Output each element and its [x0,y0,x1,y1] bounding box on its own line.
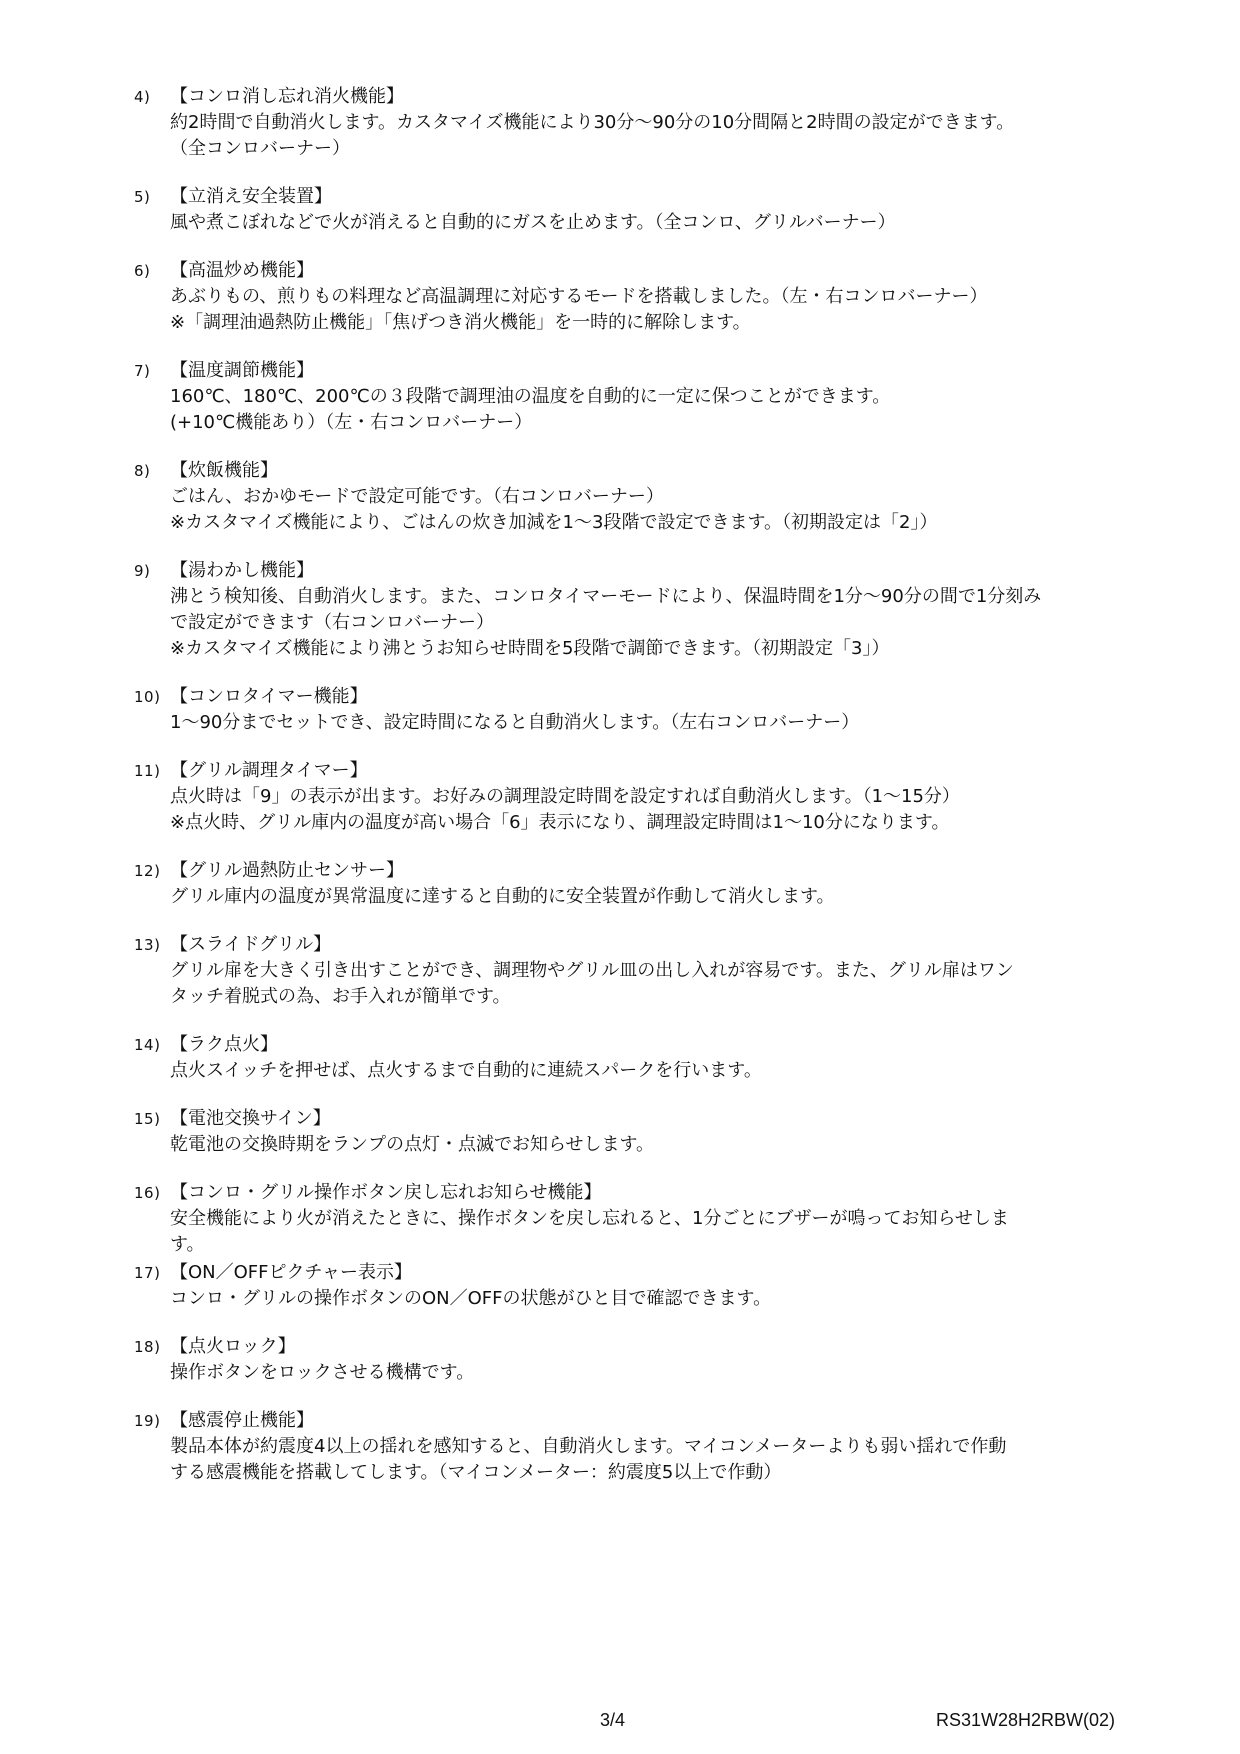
item-number: 8) [134,462,151,480]
item-text: 点火時は「9」の表示が出ます。お好みの調理設定時間を設定すれば自動消火します。（1～15分） [170,786,960,807]
list-item [134,84,1164,162]
item-title: 【コンロ消し忘れ消火機能】 [170,86,404,107]
item-text: コンロ・グリルの操作ボタンのON／OFFの状態がひと目で確認できます。 [170,1288,772,1309]
list-item [134,1408,1164,1486]
item-title: 【スライドグリル】 [170,934,332,955]
item-title: 【炊飯機能】 [170,460,278,481]
item-text: ※カスタマイズ機能により、ごはんの炊き加減を1～3段階で設定できます。（初期設定は「2」） [170,512,938,533]
item-text: あぶりもの、煎りもの料理など高温調理に対応するモードを搭載しました。（左・右コンロバーナー） [170,286,988,307]
list-item [134,1106,1164,1158]
item-title: 【コンロタイマー機能】 [170,686,368,707]
item-title: 【温度調節機能】 [170,360,314,381]
item-text: ※カスタマイズ機能により沸とうお知らせ時間を5段階で調節できます。（初期設定「3」） [170,638,890,659]
item-number: 18) [134,1338,161,1356]
list-item [134,1032,1164,1084]
item-text: (+10℃機能あり）（左・右コンロバーナー） [170,412,533,433]
item-title: 【電池交換サイン】 [170,1108,331,1129]
feature-list [134,84,1164,1508]
item-text: 風や煮こぼれなどで火が消えると自動的にガスを止めます。（全コンロ、グリルバーナー） [170,212,896,233]
item-text: する感震機能を搭載してします。（マイコンメーター：約震度5以上で作動） [170,1462,782,1483]
item-text: 操作ボタンをロックさせる機構です。 [170,1362,475,1383]
item-text: 160℃、180℃、200℃の３段階で調理油の温度を自動的に一定に保つことができます。 [170,386,891,407]
document-code: RS31W28H2RBW(02) [936,1710,1116,1730]
item-number: 17) [134,1264,161,1282]
item-number: 5) [134,188,151,206]
list-item [134,858,1164,910]
list-item [134,932,1164,1010]
list-item [134,1180,1164,1258]
list-item [134,684,1164,736]
item-text: 点火スイッチを押せば、点火するまで自動的に連続スパークを行います。 [170,1060,762,1081]
item-title: 【立消え安全装置】 [170,186,332,207]
item-text: 安全機能により火が消えたときに、操作ボタンを戻し忘れると、1分ごとにブザーが鳴ってお知らせしま [170,1208,1009,1229]
page-footer [0,1710,1240,1734]
item-title: 【コンロ・グリル操作ボタン戻し忘れお知らせ機能】 [170,1182,602,1203]
item-number: 6) [134,262,151,280]
item-text: 1～90分までセットでき、設定時間になると自動消火します。（左右コンロバーナー） [170,712,860,733]
item-text: ※点火時、グリル庫内の温度が高い場合「6」表示になり、調理設定時間は1～10分になります。 [170,812,950,833]
item-text: す。 [170,1234,205,1255]
list-item [134,358,1164,436]
list-item [134,1334,1164,1386]
item-number: 11) [134,762,161,780]
item-title: 【湯わかし機能】 [170,560,314,581]
item-title: 【高温炒め機能】 [170,260,314,281]
item-text: 約2時間で自動消火します。カスタマイズ機能により30分～90分の10分間隔と2時間の設定ができます。 [170,112,1015,133]
page-number: 3/4 [600,1710,626,1730]
item-number: 19) [134,1412,161,1430]
item-title: 【グリル調理タイマー】 [170,760,368,781]
list-item [134,258,1164,336]
item-title: 【点火ロック】 [170,1336,296,1357]
item-text: 乾電池の交換時期をランプの点灯・点滅でお知らせします。 [170,1134,655,1155]
list-item [134,458,1164,536]
item-number: 10) [134,688,161,706]
item-title: 【ラク点火】 [170,1034,278,1055]
item-text: グリル扉を大きく引き出すことができ、調理物やグリル皿の出し入れが容易です。また、グリル扉はワン [170,960,1014,981]
list-item [134,1260,1164,1312]
list-item [134,184,1164,236]
item-number: 9) [134,562,151,580]
item-number: 14) [134,1036,161,1054]
item-text: 製品本体が約震度4以上の揺れを感知すると、自動消火します。マイコンメーターよりも弱い揺れで作動 [170,1436,1007,1457]
item-text: ※「調理油過熱防止機能」「焦げつき消火機能」を一時的に解除します。 [170,312,751,333]
item-text: で設定ができます（右コンロバーナー） [170,612,494,633]
item-text: 沸とう検知後、自動消火します。また、コンロタイマーモードにより、保温時間を1分～90分の間で1分刻み [170,586,1042,607]
item-number: 12) [134,862,161,880]
list-item [134,558,1164,662]
item-number: 15) [134,1110,161,1128]
item-title: 【グリル過熱防止センサー】 [170,860,404,881]
item-text: タッチ着脱式の為、お手入れが簡単です。 [170,986,511,1007]
item-number: 4) [134,88,151,106]
item-number: 16) [134,1184,161,1202]
item-text: グリル庫内の温度が異常温度に達すると自動的に安全装置が作動して消火します。 [170,886,835,907]
item-title: 【感震停止機能】 [170,1410,314,1431]
item-number: 13) [134,936,161,954]
item-number: 7) [134,362,151,380]
item-text: （全コンロバーナー） [170,138,350,159]
item-text: ごはん、おかゆモードで設定可能です。（右コンロバーナー） [170,486,664,507]
item-title: 【ON／OFFピクチャー表示】 [170,1262,412,1283]
list-item [134,758,1164,836]
